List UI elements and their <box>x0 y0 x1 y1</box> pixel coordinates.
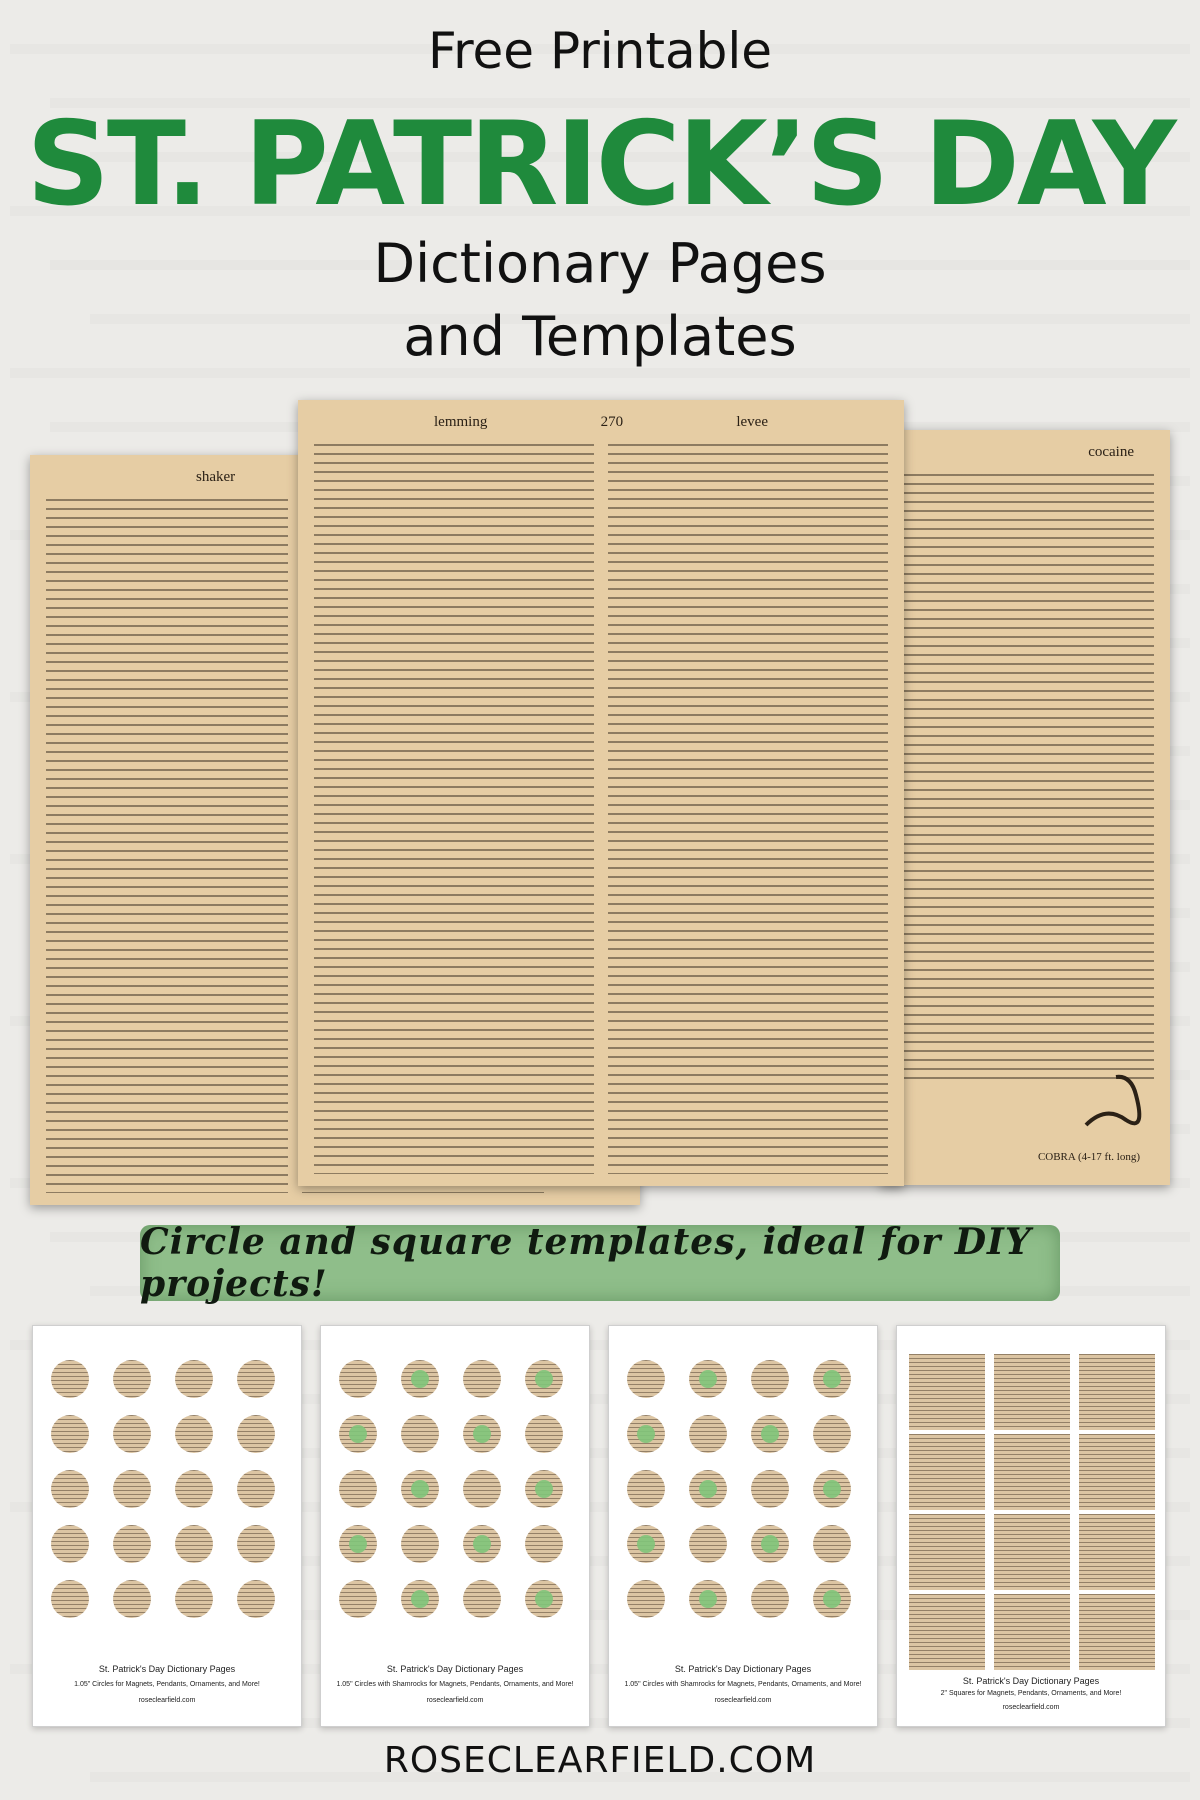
circle-template <box>813 1360 851 1398</box>
page-number: 270 <box>600 414 624 430</box>
circle-template <box>463 1525 501 1563</box>
circle-template <box>689 1360 727 1398</box>
sheet-site: roseclearfield.com <box>714 1697 772 1704</box>
circle-template <box>51 1360 89 1398</box>
circle-template <box>237 1470 275 1508</box>
square-template <box>994 1354 1070 1430</box>
circle-template <box>689 1470 727 1508</box>
template-sheet-circles <box>32 1325 302 1727</box>
square-template <box>994 1434 1070 1510</box>
square-template <box>1079 1434 1155 1510</box>
circle-template <box>627 1360 665 1398</box>
circle-template <box>627 1470 665 1508</box>
template-sheet-squares <box>896 1325 1166 1727</box>
square-grid <box>909 1354 1155 1672</box>
circle-template <box>525 1580 563 1618</box>
left-headword: lemming <box>434 414 488 430</box>
circle-grid <box>627 1360 861 1630</box>
circle-template <box>237 1360 275 1398</box>
circle-template <box>113 1360 151 1398</box>
subtitle-line-2: and Templates <box>403 305 797 368</box>
templates-banner <box>140 1221 1060 1305</box>
circle-template <box>751 1470 789 1508</box>
sheet-title: St. Patrick's Day Dictionary Pages <box>962 1676 1100 1686</box>
square-template <box>1079 1354 1155 1430</box>
right-headword: levee <box>736 414 768 430</box>
circle-template <box>175 1470 213 1508</box>
circle-template <box>113 1415 151 1453</box>
sheet-subtitle: 1.05" Circles for Magnets, Pendants, Ornaments, and More! <box>74 1681 260 1688</box>
circle-template <box>175 1415 213 1453</box>
circle-template <box>627 1580 665 1618</box>
sheet-title: St. Patrick's Day Dictionary Pages <box>674 1664 812 1674</box>
square-template <box>909 1594 985 1670</box>
template-sheet-circles-shamrock-b <box>608 1325 878 1727</box>
page-headword: cocaine <box>1088 444 1134 460</box>
sheet-subtitle: 1.05" Circles with Shamrocks for Magnets, Pendants, Ornaments, and More! <box>336 1681 574 1688</box>
circle-template <box>237 1525 275 1563</box>
circle-template <box>51 1415 89 1453</box>
template-sheet-circles-shamrock-a <box>320 1325 590 1727</box>
circle-template <box>113 1525 151 1563</box>
page-headword: shaker <box>196 469 236 485</box>
circle-template <box>525 1360 563 1398</box>
sheet-site: roseclearfield.com <box>1002 1704 1060 1711</box>
sheet-subtitle: 2" Squares for Magnets, Pendants, Ornaments, and More! <box>940 1690 1122 1697</box>
header-kicker: Free Printable <box>427 22 773 80</box>
circle-template <box>813 1470 851 1508</box>
circle-template <box>463 1470 501 1508</box>
circle-template <box>113 1580 151 1618</box>
sheet-site: roseclearfield.com <box>426 1697 484 1704</box>
page-title: ST. PATRICK’S DAY <box>26 97 1174 232</box>
circle-template <box>525 1525 563 1563</box>
circle-template <box>339 1525 377 1563</box>
circle-template <box>401 1360 439 1398</box>
figure-caption: COBRA (4-17 ft. long) <box>1037 1151 1140 1163</box>
circle-template <box>689 1415 727 1453</box>
circle-grid <box>51 1360 285 1630</box>
circle-template <box>627 1525 665 1563</box>
circle-template <box>401 1580 439 1618</box>
circle-template <box>751 1415 789 1453</box>
circle-template <box>175 1580 213 1618</box>
circle-template <box>339 1360 377 1398</box>
sheet-site: roseclearfield.com <box>138 1697 196 1704</box>
subtitle-line-1: Dictionary Pages <box>373 232 827 295</box>
square-template <box>909 1434 985 1510</box>
circle-template <box>689 1525 727 1563</box>
circle-template <box>339 1580 377 1618</box>
circle-template <box>463 1580 501 1618</box>
circle-template <box>51 1525 89 1563</box>
circle-template <box>51 1580 89 1618</box>
circle-template <box>813 1580 851 1618</box>
circle-template <box>51 1470 89 1508</box>
circle-template <box>463 1360 501 1398</box>
sheet-subtitle: 1.05" Circles with Shamrocks for Magnets, Pendants, Ornaments, and More! <box>624 1681 862 1688</box>
circle-template <box>751 1360 789 1398</box>
footer-site: ROSECLEARFIELD.COM <box>383 1740 817 1781</box>
square-template <box>909 1354 985 1430</box>
sheet-title: St. Patrick's Day Dictionary Pages <box>98 1664 236 1674</box>
square-template <box>994 1594 1070 1670</box>
square-template <box>909 1514 985 1590</box>
circle-template <box>113 1470 151 1508</box>
circle-template <box>813 1525 851 1563</box>
circle-template <box>175 1360 213 1398</box>
circle-template <box>401 1470 439 1508</box>
circle-template <box>525 1470 563 1508</box>
square-template <box>994 1514 1070 1590</box>
circle-template <box>401 1525 439 1563</box>
circle-template <box>339 1470 377 1508</box>
circle-template <box>751 1580 789 1618</box>
dictionary-page-lemming-levee <box>298 400 904 1186</box>
circle-template <box>175 1525 213 1563</box>
cobra-illustration <box>1076 1065 1156 1135</box>
circle-template <box>237 1415 275 1453</box>
square-template <box>1079 1594 1155 1670</box>
circle-template <box>237 1580 275 1618</box>
circle-grid <box>339 1360 573 1630</box>
circle-template <box>339 1415 377 1453</box>
sheet-title: St. Patrick's Day Dictionary Pages <box>386 1664 524 1674</box>
banner-text: Circle and square templates, ideal for DIY projects! <box>140 1221 1032 1305</box>
circle-template <box>401 1415 439 1453</box>
square-template <box>1079 1514 1155 1590</box>
circle-template <box>463 1415 501 1453</box>
circle-template <box>525 1415 563 1453</box>
circle-template <box>813 1415 851 1453</box>
circle-template <box>751 1525 789 1563</box>
circle-template <box>627 1415 665 1453</box>
dictionary-page-cocaine <box>880 430 1170 1185</box>
circle-template <box>689 1580 727 1618</box>
